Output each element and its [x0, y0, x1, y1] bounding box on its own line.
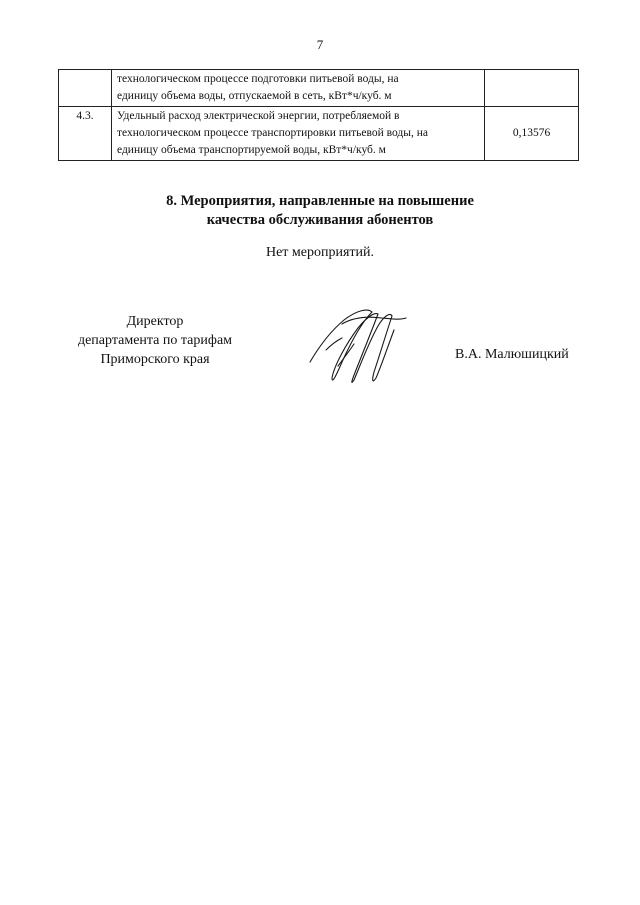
row-value-cell	[485, 70, 579, 107]
page-number: 7	[316, 37, 324, 52]
section-body: Нет мероприятий.	[265, 245, 375, 260]
signer-name: В.А. Малюшицкий	[455, 347, 569, 362]
row-number-cell	[59, 70, 112, 107]
signer-position	[55, 312, 255, 369]
table-row	[59, 70, 579, 107]
indicators-table	[58, 69, 579, 161]
description-line: технологическом процессе подготовки питьевой воды, на	[117, 73, 399, 85]
handwritten-signature	[302, 300, 412, 390]
row-description-cell	[112, 107, 485, 161]
section-title	[0, 192, 640, 230]
description-line: единицу объема транспортируемой воды, кВт*ч/куб. м	[117, 144, 386, 156]
section-title-line: качества обслуживания абонентов	[206, 212, 434, 228]
table-row	[59, 107, 579, 161]
row-number-cell: 4.3.	[59, 107, 112, 161]
description-line: технологическом процессе транспортировки питьевой воды, на	[117, 127, 429, 139]
row-description-cell	[112, 70, 485, 107]
position-line: Директор	[126, 314, 184, 329]
position-line: департамента по тарифам	[77, 333, 233, 348]
description-line: единицу объема воды, отпускаемой в сеть, кВт*ч/куб. м	[117, 90, 392, 102]
position-line: Приморского края	[100, 352, 210, 367]
description-line: Удельный расход электрической энергии, потребляемой в	[117, 110, 400, 122]
row-value-cell: 0,13576	[485, 107, 579, 161]
section-title-line: 8. Мероприятия, направленные на повышение	[166, 193, 474, 209]
